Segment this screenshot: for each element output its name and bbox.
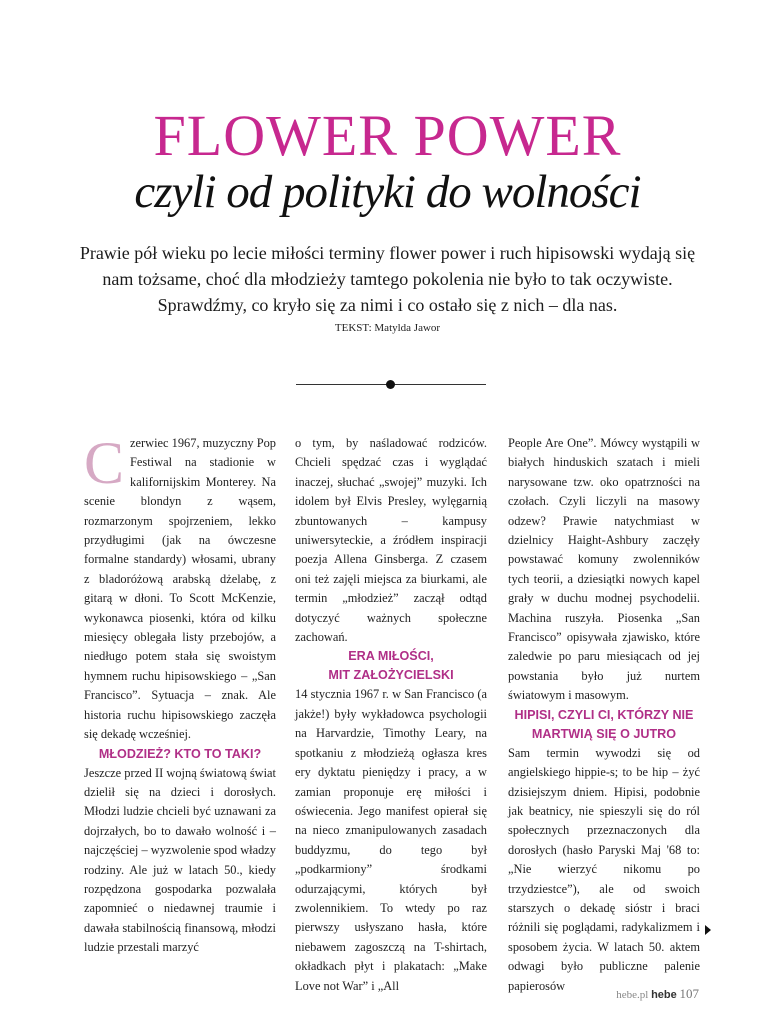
article-subtitle: czyli od polityki do wolności	[134, 166, 641, 218]
paragraph: People Are One”. Mówcy wystąpili w białych hinduskich szatach i mieli narysowane tzw. oko opatrzności na czołach. Czyli liczyli na masowy odzew? Prawie natychmiast w dzielnicy Haight-Ashbury zaczęły powstawać komuny zwolenników tych teorii, a dziesiątki nowych kapel grały w duchu modnej psychodelii. Machina ruszyła. Piosenka „San Francisco” opisywała zjawisko, które zaledwie po paru miesiącach od jej powstania było już nurtem światowym i masowym.	[508, 436, 700, 703]
footer-brand: hebe	[651, 989, 677, 1001]
paragraph: zerwiec 1967, muzyczny Pop Festiwal na stadionie w kalifornijskim Monterey. Na scenie blondyn z wąsem, rozmarzonym spojrzeniem, lekko przydługimi (jak na ówczesne formalne standardy) włosami, ubrany z bladoróżową arabską dżelabę, z gitarą w dłoni. To Scott McKenzie, wykonawca piosenki, która od kilku miesięcy oblegała listy przebojów, a niedługo potem stała się swoistym hymnem ruchu hipisowskiego – „San Francisco”. Sytuacja – znak. Ale historia ruchu hipisowskiego zaczęła się dekadę wcześniej.	[84, 436, 276, 742]
article-title: FLOWER POWER	[153, 103, 622, 168]
section-heading-line: MARTWIĄ SIĘ O JUTRO	[531, 726, 677, 741]
byline: TEKST: Matylda Jawor	[334, 322, 441, 334]
article-lead: Prawie pół wieku po lecie miłości terminy flower power i ruch hipisowski wydają się nam tożsame, choć dla młodzieży tamtego pokolenia nie było to tak oczywiste. Sprawdźmy, co kryło się za nimi i co ostało się z nich – dla nas.	[79, 243, 696, 315]
section-heading	[295, 647, 487, 685]
divider-dot-icon	[386, 380, 395, 389]
body-column-2	[295, 434, 487, 996]
section-heading	[508, 706, 700, 744]
continue-arrow-icon	[705, 925, 711, 935]
body-column-3	[508, 434, 700, 996]
section-heading-line: HIPISI, CZYLI CI, KTÓRZY NIE	[514, 707, 694, 722]
paragraph: Jeszcze przed II wojną światową świat dzielił się na dzieci i dorosłych. Młodzi ludzie chcieli być uznawani za dojrzałych, bo to dawało wolność i – najczęściej – wyzwolenie spod władzy rodziny. Ale już w latach 50., kiedy rozpędzona gospodarka pozwalała zapomnieć o niedawnej traumie i dawała stabilnością finansową, młodzi ludzie przestali marzyć	[84, 765, 276, 955]
section-heading-line: MIT ZAŁOŻYCIELSKI	[328, 668, 454, 683]
paragraph: o tym, by naśladować rodziców. Chcieli spędzać czas i wyglądać inaczej, słuchać „swojej” muzyki. Ich idolem był Elvis Presley, wylęgarnią zbuntowanych – kampusy uniwersyteckie, a źródłem inspiracji poezja Allena Ginsberga. Z czasem oni też zajęli miejsca za biurkami, ale termin „młodzież” zaczął odtąd dotyczyć ważnych społeczne zachowań.	[295, 436, 487, 645]
section-heading-line: ERA MIŁOŚCI,	[348, 649, 434, 664]
paragraph: 14 stycznia 1967 r. w San Francisco (a jakże!) były wykładowca psychologii na Harvardzie, Timothy Leary, na spotkaniu z młodzieżą ogłasza kres ery dyktatu pieniędzy i pracy, a w zamian proponuje erę miłości i oświecenia. Jego manifest opierał się na nieco zmanipulowanych zasadach buddyzmu, do tego był „podkarmiony” środkami odurzającymi, których był zwolennikiem. To wtedy po raz pierwszy usłyszano hasła, które niebawem zagoszczą na T-shirtach, okładkach płyt i plakatach: „Make Love not War” i „All	[295, 687, 487, 993]
body-column-1	[84, 430, 276, 958]
page-footer	[616, 986, 699, 1002]
footer-site: hebe.pl	[616, 989, 649, 1001]
page-number: 107	[679, 986, 699, 1001]
dropcap: C	[84, 430, 125, 496]
paragraph: Sam termin wywodzi się od angielskiego hippie-s; to be hip – żyć dzisiejszym dniem. Hipisi, podobnie jak beatnicy, nie spieszyli się do ról społecznych przeznaczonych dla dorosłych (hasło Paryski Maj '68 to: „Nie wierzyć nikomu po trzydziestce”), ale od swoich starszych o dekadę sióstr i braci różnili się poglądami, radykalizmem i sposobem życia. W latach 50. aktem odwagi było publiczne palenie papierosów	[508, 745, 700, 993]
section-heading: MŁODZIEŻ? KTO TO TAKI?	[98, 746, 262, 761]
